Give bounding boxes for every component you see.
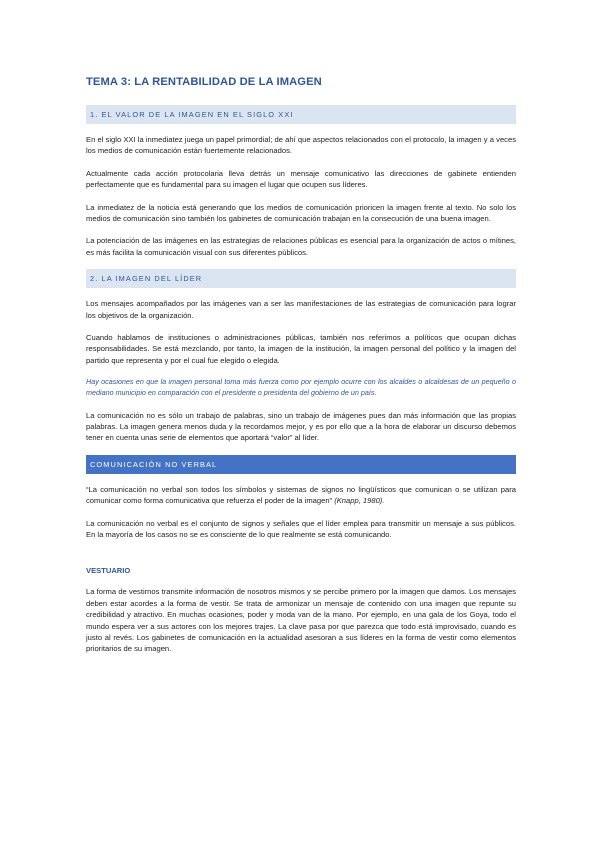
- quote-citation: (Knapp, 1980).: [334, 496, 385, 506]
- paragraph: En el siglo XXI la inmediatez juega un papel primordial; de ahí que aspectos relacionados con el protocolo, la imagen y a veces los medios de comunicación están fuertemente relacionados.: [86, 135, 516, 156]
- paragraph: La forma de vestirnos transmite información de nosotros mismos y se percibe primero por la imagen que damos. Los mensajes deben estar acordes a la forma de vestir. Se trata de armonizar un mensaje de contenido con una imagen que repunte su credibilidad y atractivo. En muchas ocasiones, poder y moda van de la mano. Por ejemplo, en una gala de los Goya, todo el mundo espera ver a sus actores con los mejores trajes. La clave pasa por que parezca que todo está improvisado, cuando es justo al revés. Los gabinetes de comunicación en la actualidad asesoran a sus líderes en la forma de vestir como elementos prioritarios de su imagen.: [86, 587, 516, 654]
- paragraph: La comunicación no verbal es el conjunto de signos y señales que el líder emplea para transmitir un mensaje a sus públicos. En la mayoría de los casos no se es consciente de lo que realmente se está comunicando.: [86, 518, 516, 540]
- paragraph: Actualmente cada acción protocolaria lleva detrás un mensaje comunicativo las direcciones de gabinete entienden perfectamente que es fundamental para su imagen el lugar que ocupen sus líderes.: [86, 168, 516, 190]
- section-heading-valor-imagen: 1. EL VALOR DE LA IMAGEN EN EL SIGLO XXI: [86, 105, 516, 124]
- paragraph: La inmediatez de la noticia está generando que los medios de comunicación prioricen la imagen frente al texto. No solo los medios de comunicación sino también los gabinetes de comunicación trabajan en la consecución de una buena imagen.: [86, 202, 516, 223]
- paragraph: La potenciación de las imágenes en las estrategias de relaciones públicas es esencial para la organización de actos o mítines, es más facilita la comunicación visual con sus diferentes públicos.: [86, 236, 516, 257]
- section-heading-imagen-lider: 2. LA IMAGEN DEL LÍDER: [86, 269, 516, 288]
- subheading-vestuario: VESTUARIO: [86, 566, 131, 576]
- quote-text: “La comunicación no verbal son todos los símbolos y sistemas de signos no lingüísticos que comunican o se utilizan para comunicar como forma comunicativa que refuerza el poder de la imagen”: [86, 484, 516, 506]
- paragraph: La comunicación no es sólo un trabajo de palabras, sino un trabajo de imágenes pues dan más información que las propias palabras. La imagen genera menos duda y la recordamos mejor, y es por ello que a la hora de elaborar un discurso debemos tener en cuenta unas serie de elementos que aportará “valor” al líder.: [86, 410, 516, 443]
- paragraph: Cuando hablamos de instituciones o administraciones públicas, también nos referimos a políticos que ocupan dichas responsabilidades. Se está mezclando, por tanto, la imagen de la institución, la imagen personal del político y la imagen del partido que representa y por el cual fue elegido o elegida.: [86, 332, 516, 365]
- paragraph: Los mensajes acompañados por las imágenes van a ser las manifestaciones de las estrategias de comunicación para lograr los objetivos de la organización.: [86, 299, 516, 320]
- italic-note: Hay ocasiones en que la imagen personal toma más fuerza como por ejemplo ocurre con los alcaldes o alcaldesas de un pequeño o mediano municipio en comparación con el presidente o presidenta del gobierno de un país.: [86, 377, 516, 397]
- definition-quote: [86, 484, 516, 507]
- section-heading-comunicacion-no-verbal: COMUNICACIÓN NO VERBAL: [86, 455, 516, 474]
- document-title: TEMA 3: LA RENTABILIDAD DE LA IMAGEN: [86, 76, 322, 88]
